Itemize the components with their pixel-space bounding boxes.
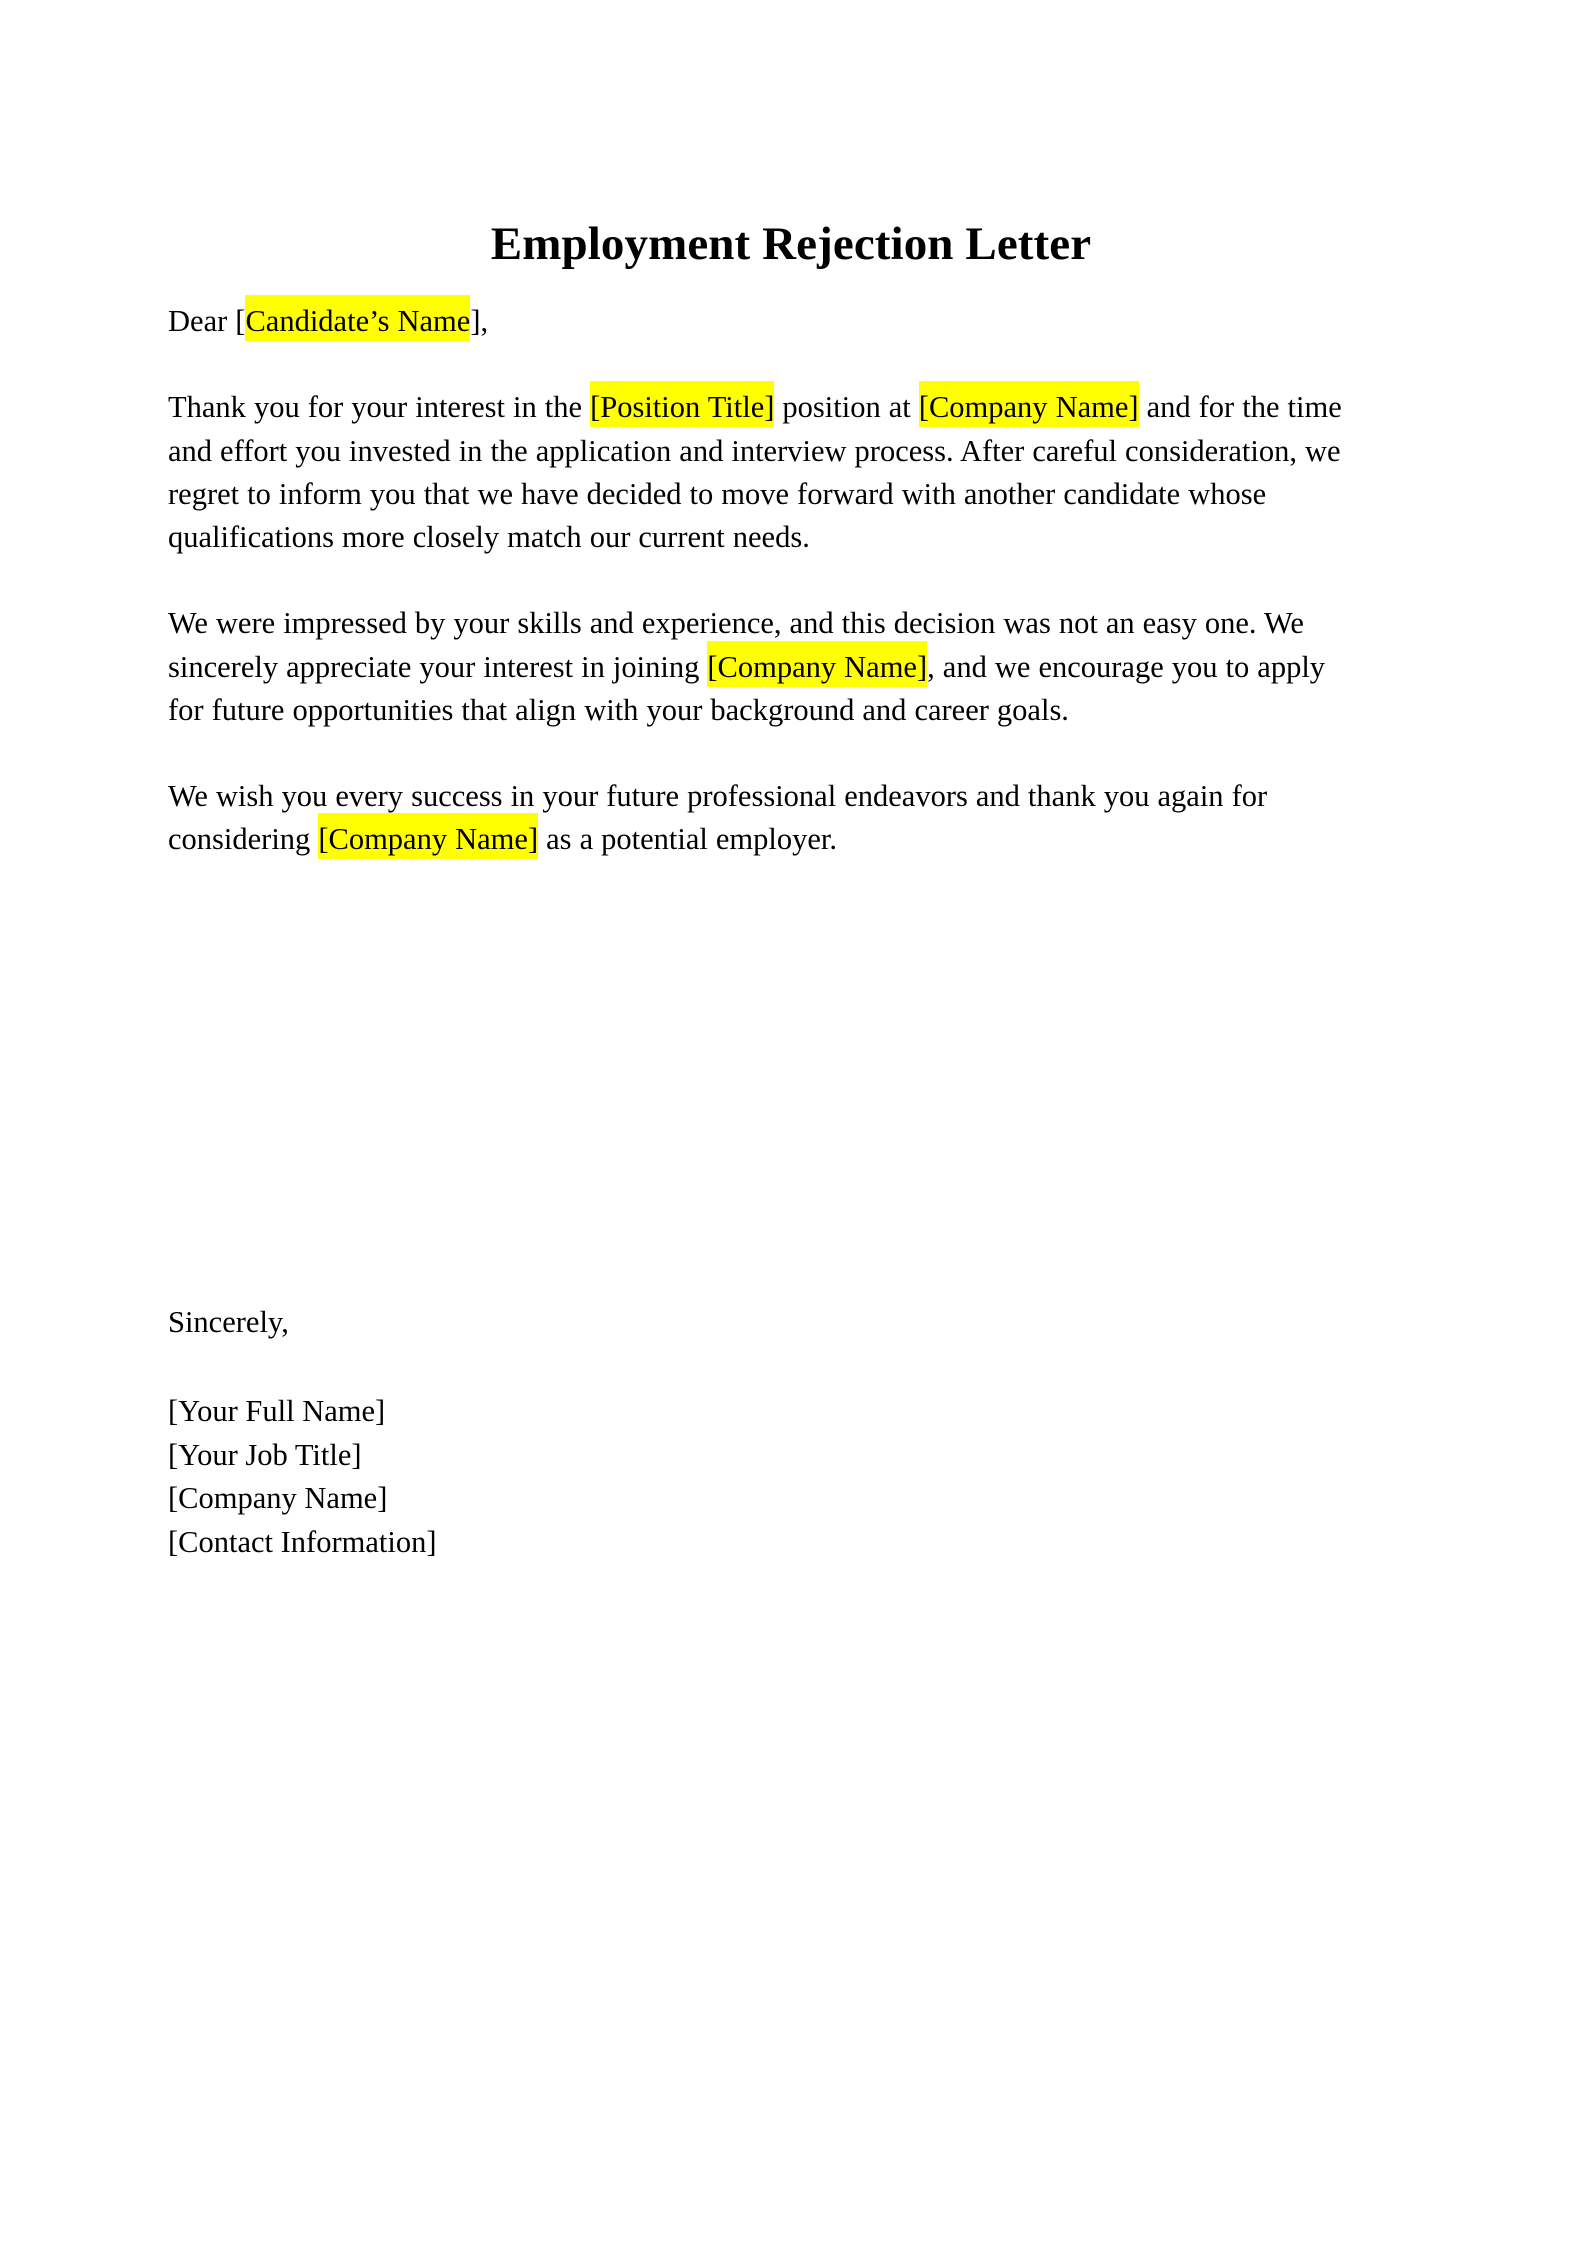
salutation-line (168, 300, 1348, 343)
signature-full-name: [Your Full Name] (168, 1394, 386, 1428)
paragraph-3-segment-1: We wish you every success in your future professional endeavors and thank you again for considering (168, 779, 1268, 857)
paragraph-1 (168, 386, 1348, 559)
placeholder-company-name-1: [Company Name] (918, 390, 1139, 425)
paragraph-2 (168, 602, 1348, 732)
placeholder-company-name-3: [Company Name] (318, 822, 539, 857)
page-title: Employment Rejection Letter (490, 218, 1092, 271)
signature-contact-information: [Contact Information] (168, 1524, 437, 1559)
placeholder-candidate-name: Candidate’s Name (245, 304, 471, 338)
placeholder-company-name-2: [Company Name] (707, 649, 928, 684)
paragraph-2-segment-1: We were impressed by your skills and experience, and this decision was not an easy one. We sincerely appreciate your interest in joining (168, 606, 1304, 684)
paragraph-1-segment-2: position at (774, 390, 919, 425)
signature-block (168, 1390, 968, 1564)
placeholder-position-title: [Position Title] (590, 390, 775, 425)
signature-company-name: [Company Name] (168, 1481, 388, 1515)
salutation-suffix: ], (470, 304, 489, 338)
paragraph-1-segment-1: Thank you for your interest in the (168, 390, 591, 425)
salutation-prefix: Dear [ (168, 304, 246, 338)
letter-body (168, 300, 1348, 862)
closing-block (168, 1301, 968, 1344)
paragraph-2-segment-2: , and we encourage you to apply for future opportunities that align with your background and career goals. (168, 649, 1326, 727)
paragraph-3 (168, 775, 1348, 861)
valediction: Sincerely, (168, 1305, 289, 1339)
signature-job-title: [Your Job Title] (168, 1437, 362, 1472)
paragraph-3-segment-2: as a potential employer. (538, 822, 837, 857)
paragraph-1-segment-3: and for the time and effort you invested in the application and interview process. After careful consideration, we regret to inform you that we have decided to move forward with another candidate whose qualifications more closely match our current needs. (168, 390, 1342, 554)
